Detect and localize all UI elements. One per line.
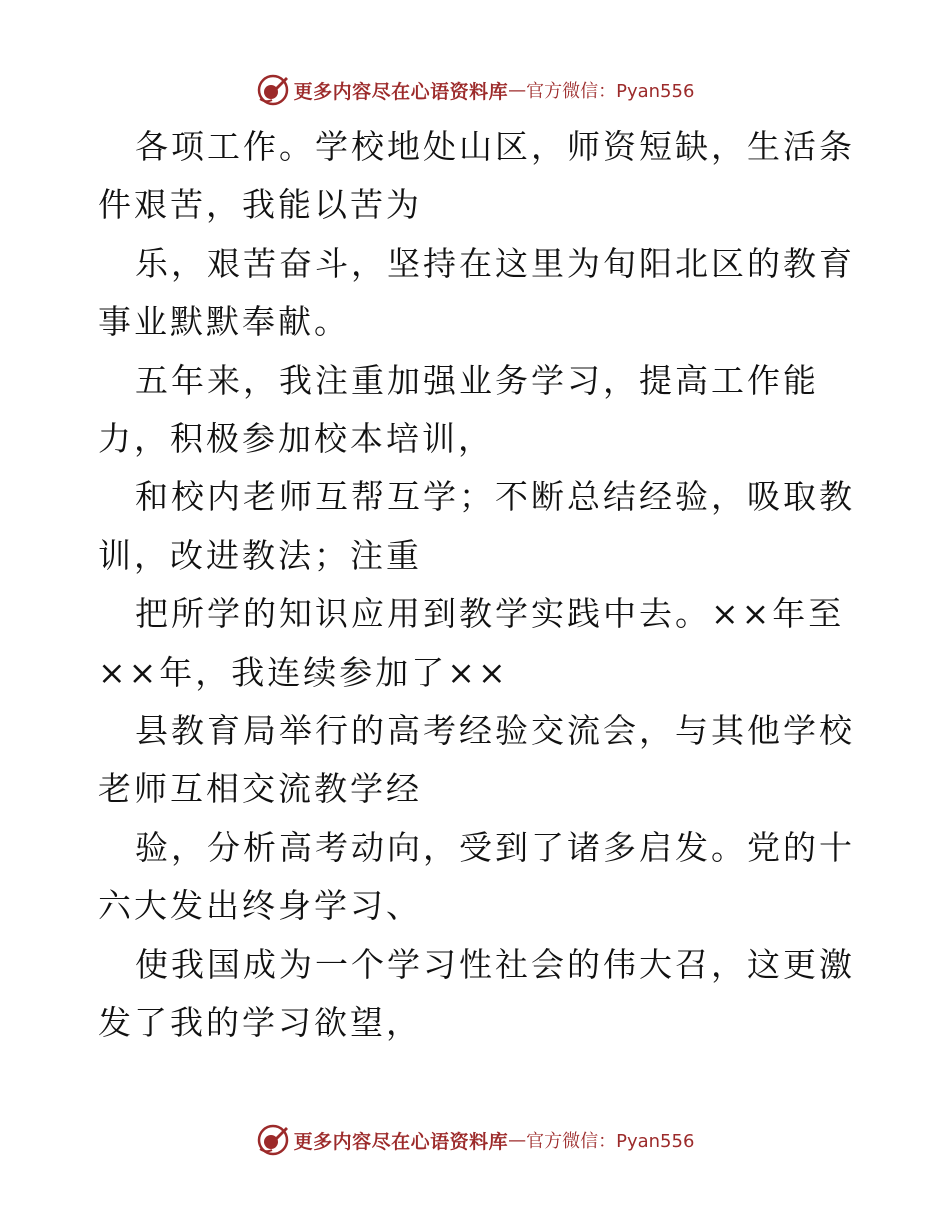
header-title: 更多内容尽在心语资料库	[293, 80, 509, 103]
document-body	[98, 118, 858, 1053]
footer-title: 更多内容尽在心语资料库	[293, 1130, 509, 1153]
pen-logo-icon	[256, 1123, 290, 1157]
footer-banner	[0, 1120, 950, 1160]
paragraph: 乐，艰苦奋斗，坚持在这里为旬阳北区的教育事业默默奉献。	[98, 243, 855, 342]
paragraph: 县教育局举行的高考经验交流会，与其他学校老师互相交流教学经	[98, 711, 855, 809]
header-separator: —	[508, 79, 527, 101]
paragraph: 把所学的知识应用到教学实践中去。××年至××年，我连续参加了××	[98, 594, 845, 692]
paragraph: 验，分析高考动向，受到了诸多启发。党的十六大发出终身学习、	[98, 827, 855, 926]
paragraph: 各项工作。学校地处山区，师资短缺，生活条件艰苦，我能以苦为	[98, 127, 855, 225]
paragraph: 和校内老师互帮互学；不断总结经验，吸取教训，改进教法；注重	[98, 477, 855, 575]
pen-logo-icon	[256, 73, 290, 107]
header-banner	[0, 70, 950, 110]
paragraph: 使我国成为一个学习性社会的伟大召，这更激发了我的学习欲望，	[98, 944, 855, 1043]
footer-wechat: 官方微信：Pyan556	[526, 1131, 695, 1152]
footer-separator: —	[508, 1129, 527, 1151]
header-wechat: 官方微信：Pyan556	[526, 81, 695, 102]
paragraph: 五年来，我注重加强业务学习，提高工作能力，积极参加校本培训，	[98, 360, 819, 459]
